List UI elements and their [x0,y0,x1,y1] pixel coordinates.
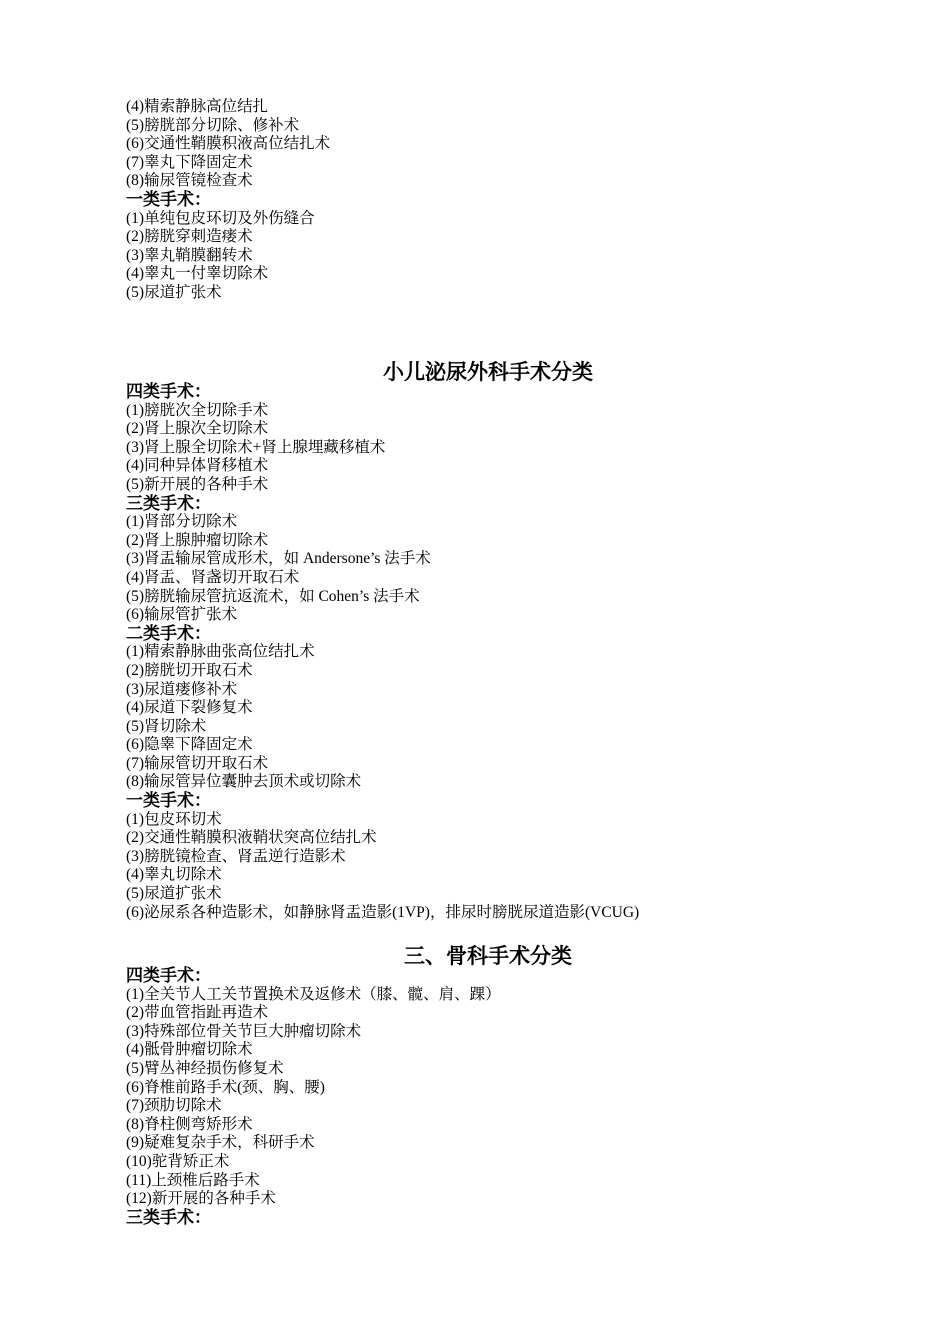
list-item: (5)膀胱输尿管抗返流术，如 Cohen’s 法手术 [126,587,420,605]
list-item: (5)新开展的各种手术 [126,475,269,493]
list-item: (4)睾丸切除术 [126,866,222,884]
list-item: (4)同种异体肾移植术 [126,457,269,475]
list-item: (3)膀胱镜检查、肾盂逆行造影术 [126,847,346,865]
continued-list [126,98,826,303]
list-item: (2)膀胱穿刺造瘘术 [126,228,253,246]
list-item: (2)肾上腺次全切除术 [126,420,269,438]
list-item: (9)疑难复杂手术，科研手术 [126,1134,315,1152]
list-item: (2)膀胱切开取石术 [126,661,253,679]
list-item: (8)脊柱侧弯矫形术 [126,1115,253,1133]
list-item: (3)肾盂输尿管成形术，如 Andersone’s 法手术 [126,550,431,568]
list-item: (10)驼背矫正术 [126,1152,230,1170]
list-item: (4)骶骨肿瘤切除术 [126,1041,253,1059]
list-item: (6)交通性鞘膜积液高位结扎术 [126,135,331,153]
list-item: (2)交通性鞘膜积液鞘状突高位结扎术 [126,829,377,847]
list-item: (12)新开展的各种手术 [126,1190,276,1208]
list-item: (6)脊椎前路手术(颈、胸、腰) [126,1078,325,1096]
list-item: (4)肾盂、肾盏切开取石术 [126,568,300,586]
section-heading-orthopedics: 三、骨科手术分类 [404,944,572,968]
list-item: (7)睾丸下降固定术 [126,153,253,171]
list-item: (1)单纯包皮环切及外伤缝合 [126,209,315,227]
list-item: (2)肾上腺肿瘤切除术 [126,531,269,549]
pediatric-urology-list [126,383,826,922]
list-item: (3)睾丸鞘膜翻转术 [126,246,253,264]
list-item: (7)颈肋切除术 [126,1097,222,1115]
list-item: (1)全关节人工关节置换术及返修术（膝、髋、肩、踝） [126,985,501,1003]
list-item: (3)肾上腺全切除术+肾上腺埋藏移植术 [126,438,386,456]
list-item: (1)精索静脉曲张高位结扎术 [126,643,315,661]
list-item: (5)尿道扩张术 [126,885,222,903]
list-item: (4)睾丸一付睾切除术 [126,265,269,283]
section-heading-pediatric-urology: 小儿泌尿外科手术分类 [383,360,593,384]
category-title-class3: 三类手术： [126,493,211,513]
category-title-class2: 二类手术： [126,623,211,643]
list-item: (5)膀胱部分切除、修补术 [126,116,300,134]
list-item: (6)隐睾下降固定术 [126,736,253,754]
list-item: (6)泌尿系各种造影术，如静脉肾盂造影(1VP)，排尿时膀胱尿道造影(VCUG) [126,903,640,921]
category-title-class1: 一类手术： [126,791,211,811]
list-item: (2)带血管指趾再造术 [126,1004,269,1022]
list-item: (1)膀胱次全切除手术 [126,401,269,419]
list-item: (5)臂丛神经损伤修复术 [126,1059,284,1077]
list-item: (7)输尿管切开取石术 [126,754,269,772]
list-item: (3)尿道瘘修补术 [126,680,238,698]
list-item: (5)尿道扩张术 [126,283,222,301]
orthopedics-list [126,967,826,1227]
list-item: (1)包皮环切术 [126,810,222,828]
list-item: (6)输尿管扩张术 [126,606,238,624]
list-item: (8)输尿管镜检查术 [126,172,253,190]
category-title-class1: 一类手术： [126,189,211,209]
list-item: (3)特殊部位骨关节巨大肿瘤切除术 [126,1022,362,1040]
list-item: (11)上颈椎后路手术 [126,1171,260,1189]
list-item: (8)输尿管异位囊肿去顶术或切除术 [126,773,362,791]
list-item: (5)肾切除术 [126,717,207,735]
category-title-class4: 四类手术： [126,382,211,401]
list-item: (4)精索静脉高位结扎 [126,98,269,115]
category-title-class4: 四类手术： [126,966,211,985]
category-title-class3: 三类手术： [126,1207,211,1227]
list-item: (4)尿道下裂修复术 [126,699,253,717]
list-item: (1)肾部分切除术 [126,513,238,531]
